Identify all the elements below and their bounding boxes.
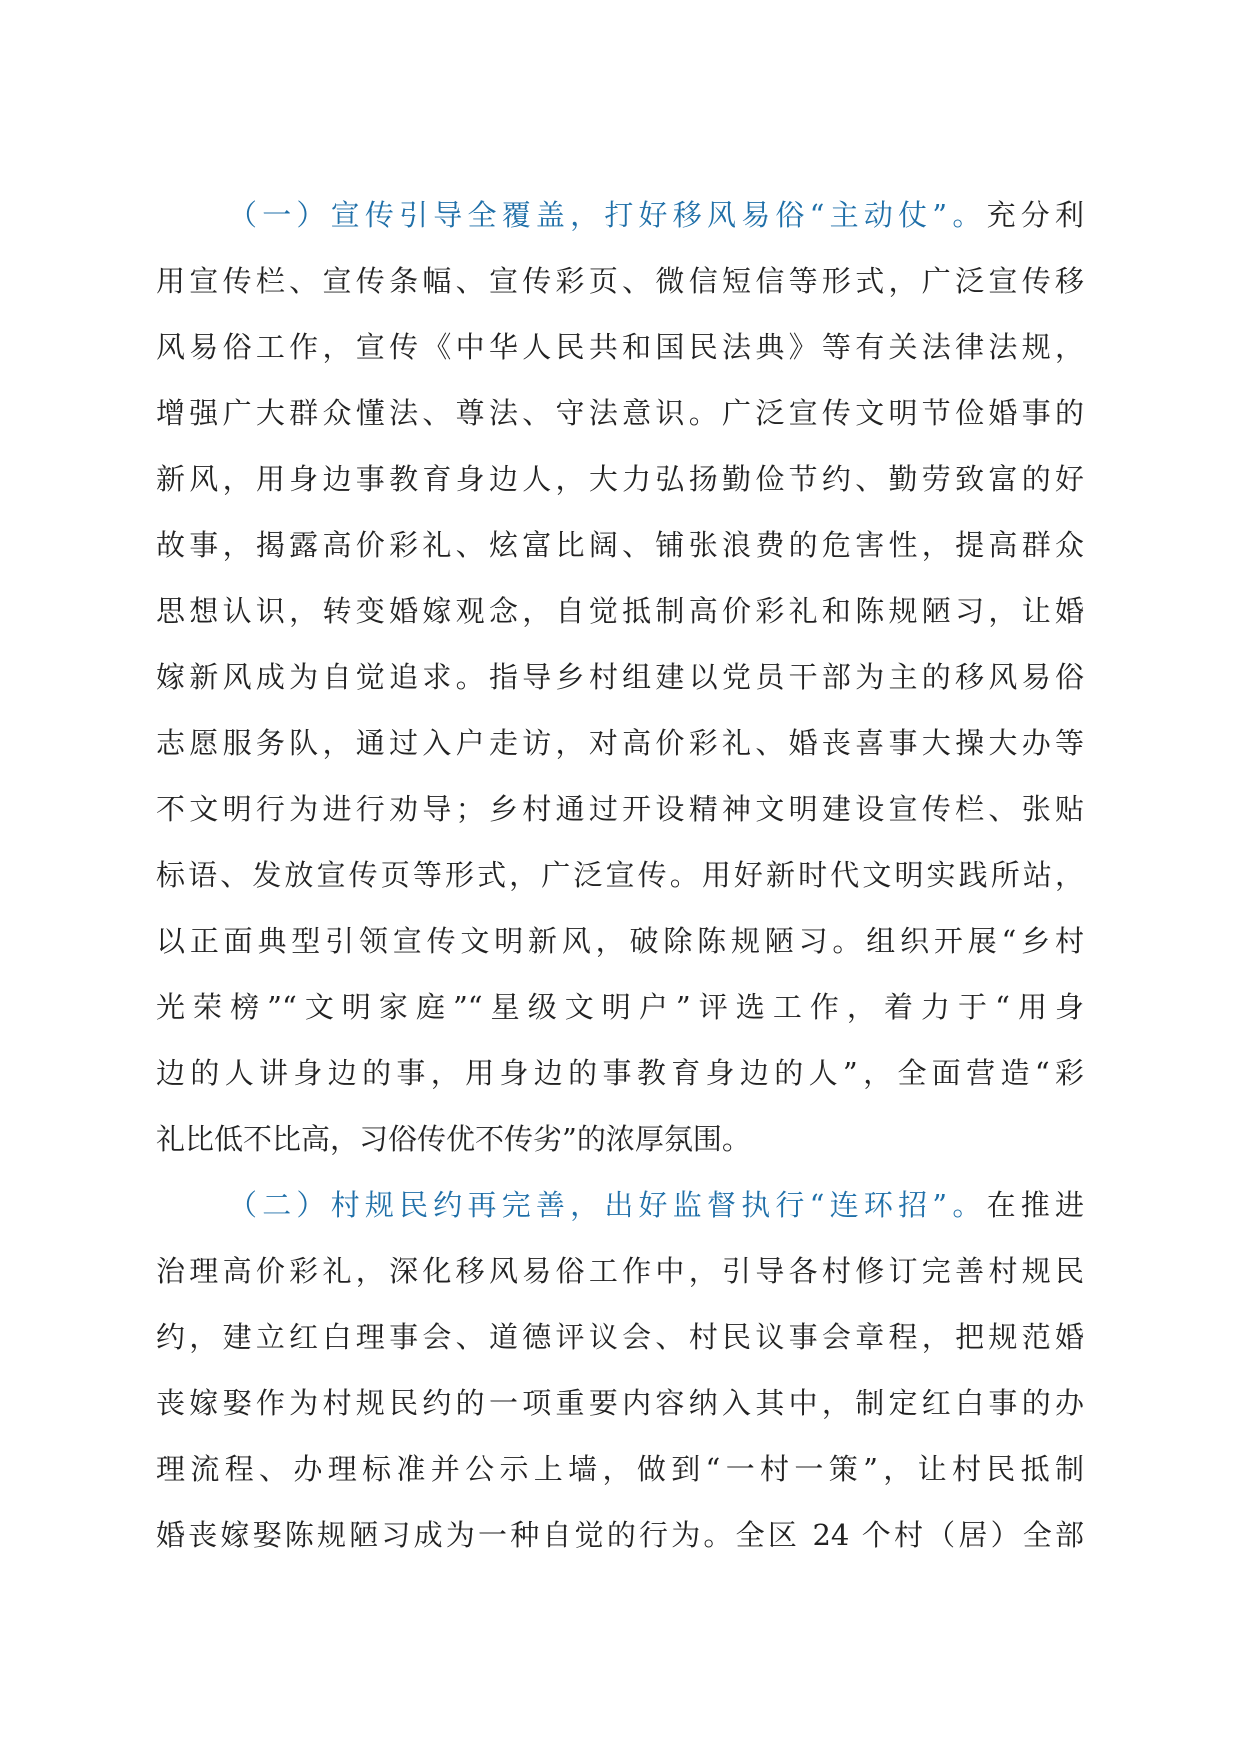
paragraph-line: 以正面典型引领宣传文明新风，破除陈规陋习。组织开展“乡村 [156,924,1084,958]
section-heading-2: （二）村规民约再完善，出好监督执行“连环招”。 [228,1188,987,1222]
paragraph-1 [156,182,1084,1172]
paragraph-line: 丧嫁娶作为村规民约的一项重要内容纳入其中，制定红白事的办 [156,1386,1084,1420]
paragraph-line: 风易俗工作，宣传《中华人民共和国民法典》等有关法律法规， [156,330,1084,364]
body-text: 充分利 [986,198,1084,232]
paragraph-line: 婚丧嫁娶陈规陋习成为一种自觉的行为。全区 24 个村（居）全部 [156,1518,1084,1552]
paragraph-line: 边的人讲身边的事，用身边的事教育身边的人”，全面营造“彩 [156,1056,1084,1090]
document-page [156,182,1084,1568]
paragraph-line: 嫁新风成为自觉追求。指导乡村组建以党员干部为主的移风易俗 [156,660,1084,694]
paragraph-line: 增强广大群众懂法、尊法、守法意识。广泛宣传文明节俭婚事的 [156,396,1084,430]
paragraph-2 [156,1172,1084,1568]
paragraph-line: 标语、发放宣传页等形式，广泛宣传。用好新时代文明实践所站， [156,858,1084,892]
paragraph-line: 光荣榜”“文明家庭”“星级文明户”评选工作，着力于“用身 [156,990,1084,1024]
paragraph-line: 不文明行为进行劝导；乡村通过开设精神文明建设宣传栏、张贴 [156,792,1084,826]
paragraph-line: 约，建立红白理事会、道德评议会、村民议事会章程，把规范婚 [156,1320,1084,1354]
paragraph-line: 思想认识，转变婚嫁观念，自觉抵制高价彩礼和陈规陋习，让婚 [156,594,1084,628]
paragraph-line: 新风，用身边事教育身边人，大力弘扬勤俭节约、勤劳致富的好 [156,462,1084,496]
body-text: 在推进 [986,1188,1084,1222]
paragraph-line: 志愿服务队，通过入户走访，对高价彩礼、婚丧喜事大操大办等 [156,726,1084,760]
paragraph-line [156,1172,1084,1238]
paragraph-line: 治理高价彩礼，深化移风易俗工作中，引导各村修订完善村规民 [156,1254,1084,1288]
paragraph-line: 理流程、办理标准并公示上墙，做到“一村一策”，让村民抵制 [156,1452,1084,1486]
section-heading-1: （一）宣传引导全覆盖，打好移风易俗“主动仗”。 [228,198,987,232]
paragraph-line: 用宣传栏、宣传条幅、宣传彩页、微信短信等形式，广泛宣传移 [156,264,1084,298]
paragraph-line [156,182,1084,248]
paragraph-line: 故事，揭露高价彩礼、炫富比阔、铺张浪费的危害性，提高群众 [156,528,1084,562]
paragraph-line: 礼比低不比高，习俗传优不传劣”的浓厚氛围。 [156,1122,751,1156]
